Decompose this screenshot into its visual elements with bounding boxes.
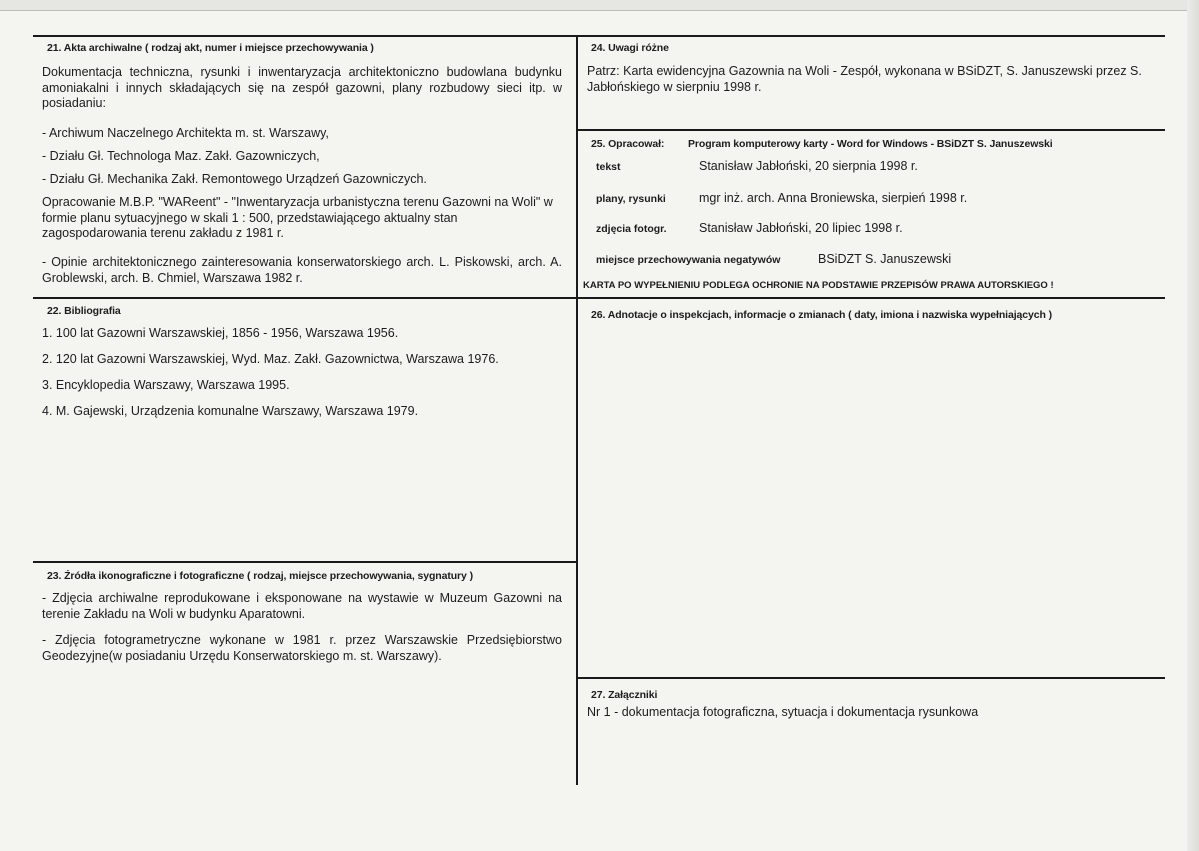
s25-label-negatives: miejsce przechowywania negatywów xyxy=(596,254,781,266)
rule-right-26 xyxy=(578,297,1165,299)
s21-item-2: - Działu Gł. Technologa Maz. Zakł. Gazowniczych, xyxy=(42,149,320,163)
s21-item-1: - Archiwum Naczelnego Architekta m. st. Warszawy, xyxy=(42,126,329,140)
s21-intro: Dokumentacja techniczna, rysunki i inwentaryzacja architektoniczno budowlana budynku amoniakalni i innych składających się na zespół gazowni, plany rozbudowy sieci itp. w posiadaniu: xyxy=(42,65,562,110)
s27-text: Nr 1 - dokumentacja fotograficzna, sytuacja i dokumentacja rysunkowa xyxy=(587,705,979,719)
center-divider xyxy=(576,35,578,785)
s22-item-2: 2. 120 lat Gazowni Warszawskiej, Wyd. Maz. Zakł. Gazownictwa, Warszawa 1976. xyxy=(42,352,499,366)
s21-paragraph-2: Opracowanie M.B.P. "WAReent" - "Inwentaryzacja urbanistyczna terenu Gazowni na Woli" w formie planu sytuacyjnego w skali 1 : 500, przedstawiającego aktualny stan zagospodarowania terenu zakładu z 1981 r. xyxy=(42,195,553,240)
rule-left-22 xyxy=(33,297,576,299)
s25-heading: 25. Opracował: xyxy=(591,138,665,150)
top-rule xyxy=(33,35,1165,37)
rule-left-23 xyxy=(33,561,576,563)
s23-paragraph-1: - Zdjęcia archiwalne reprodukowane i eksponowane na wystawie w Muzeum Gazowni na terenie Zakładu na Woli w budynku Aparatowni. xyxy=(42,591,562,621)
s25-value-photos: Stanisław Jabłoński, 20 lipiec 1998 r. xyxy=(699,221,903,235)
s24-heading: 24. Uwagi różne xyxy=(591,42,669,54)
s26-heading: 26. Adnotacje o inspekcjach, informacje o zmianach ( daty, imiona i nazwiska wypełniających ) xyxy=(591,309,1053,321)
s25-value-plans: mgr inż. arch. Anna Broniewska, sierpień 1998 r. xyxy=(699,191,968,205)
s25-program: Program komputerowy karty - Word for Windows - BSiDZT S. Januszewski xyxy=(688,138,1053,150)
s21-paragraph-3: - Opinie architektonicznego zainteresowania konserwatorskiego arch. L. Piskowski, arch. A. Groblewski, arch. B. Chmiel, Warszawa 1982 r. xyxy=(42,255,562,285)
s25-value-negatives: BSiDZT S. Januszewski xyxy=(818,252,952,266)
copyright-notice: KARTA PO WYPEŁNIENIU PODLEGA OCHRONIE NA PODSTAWIE PRZEPISÓW PRAWA AUTORSKIEGO ! xyxy=(583,280,1054,291)
s21-heading: 21. Akta archiwalne ( rodzaj akt, numer i miejsce przechowywania ) xyxy=(47,42,374,54)
s25-label-plans: plany, rysunki xyxy=(596,193,666,205)
s24-text: Patrz: Karta ewidencyjna Gazownia na Woli - Zespół, wykonana w BSiDZT, S. Januszewski przez S. Jabłońskiego w sierpniu 1998 r. xyxy=(587,64,1142,94)
s22-item-4: 4. M. Gajewski, Urządzenia komunalne Warszawy, Warszawa 1979. xyxy=(42,404,419,418)
rule-right-25 xyxy=(578,129,1165,131)
scan-top-edge xyxy=(0,0,1199,11)
s22-item-3: 3. Encyklopedia Warszawy, Warszawa 1995. xyxy=(42,378,290,392)
s25-value-text: Stanisław Jabłoński, 20 sierpnia 1998 r. xyxy=(699,159,918,173)
s22-heading: 22. Bibliografia xyxy=(47,305,121,317)
s25-label-text: tekst xyxy=(596,161,621,173)
s23-paragraph-2: - Zdjęcia fotogrametryczne wykonane w 1981 r. przez Warszawskie Przedsiębiorstwo Geodezyjne(w posiadaniu Urzędu Konserwatorskiego m. st. Warszawy). xyxy=(42,633,562,663)
s21-item-3: - Działu Gł. Mechanika Zakł. Remontowego Urządzeń Gazowniczych. xyxy=(42,172,427,186)
s25-label-photos: zdjęcia fotogr. xyxy=(596,223,667,235)
s22-item-1: 1. 100 lat Gazowni Warszawskiej, 1856 - 1956, Warszawa 1956. xyxy=(42,326,399,340)
s27-heading: 27. Załączniki xyxy=(591,689,658,701)
rule-right-27 xyxy=(578,677,1165,679)
s23-heading: 23. Źródła ikonograficzne i fotograficzne ( rodzaj, miejsce przechowywania, sygnatury ) xyxy=(47,570,473,582)
scan-right-edge xyxy=(1187,0,1199,851)
